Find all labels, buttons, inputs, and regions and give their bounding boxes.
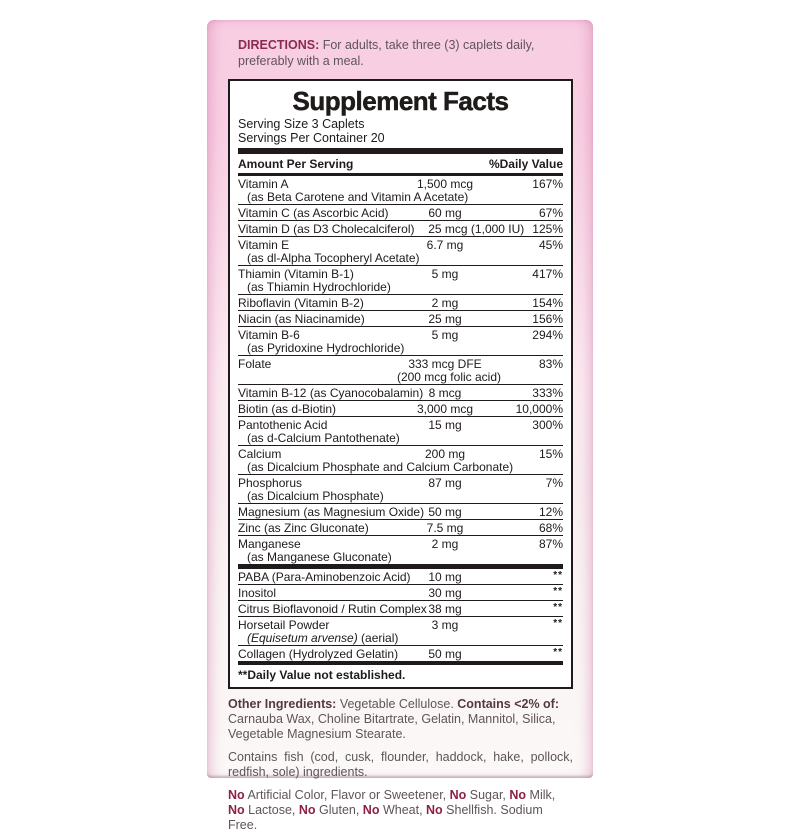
paragraph-text: Lactose, [244,803,299,817]
paragraph-text: Vegetable Cellulose. [336,697,458,711]
nutrient-dv: ** [553,585,563,597]
table-row [238,221,563,237]
facts-section [238,176,563,564]
nutrient-dv: 156% [532,312,563,326]
serving-size: Serving Size 3 Caplets [238,117,365,131]
nutrient-dv: 87% [538,537,563,551]
paragraph-bold-text: No [449,788,467,802]
nutrient-dv: 167% [532,177,563,191]
nutrient-name: Vitamin B-6 [238,328,300,342]
table-row [238,617,563,646]
nutrient-name: Vitamin A [238,177,289,191]
nutrient-sub: (as Manganese Gluconate) [247,550,392,564]
nutrient-name: Riboflavin (Vitamin B-2) [238,296,364,310]
nutrient-amount: 5 mg [431,328,459,342]
table-row [238,266,563,295]
nutrient-dv: ** [553,569,563,581]
supplement-facts-title: Supplement Facts [292,86,509,116]
table-row [238,536,563,564]
nutrient-name: PABA (Para-Aminobenzoic Acid) [238,569,411,584]
paragraph-text: Wheat, [379,803,427,817]
nutrient-dv: 12% [538,505,563,519]
daily-value-label: %Daily Value [488,157,563,171]
paragraph-text: Contains fish (cod, cusk, flounder, haddock, hake, pollock, redfish, sole) ingredients. [228,750,573,779]
nutrient-name: Manganese [238,537,301,551]
nutrient-amount: 7.5 mg [426,521,464,535]
table-row [238,475,563,504]
supplement-facts-panel [228,79,573,689]
table-row [238,504,563,520]
nutrient-name: Calcium [238,447,282,461]
paragraph-bold-text: No [228,803,245,817]
paragraph-fish-allergen [228,750,573,780]
nutrient-sub: (as Pyridoxine Hydrochloride) [247,341,405,355]
table-row [238,520,563,536]
nutrient-dv: 10,000% [515,402,563,416]
nutrient-amount: 25 mg [428,312,462,326]
paragraph-bold-text: Other Ingredients: [228,697,337,711]
nutrient-sub: (as d-Calcium Pantothenate) [247,431,400,445]
nutrient-name: Magnesium (as Magnesium Oxide) [238,505,425,519]
servings-per-container: Servings Per Container 20 [238,130,385,145]
table-row [238,385,563,401]
table-row [238,601,563,617]
nutrient-sub: (as Dicalcium Phosphate and Calcium Carbonate) [247,460,514,474]
nutrient-name: Vitamin E [238,238,290,252]
nutrient-amount: 3 mg [431,617,459,632]
nutrient-name: Inositol [238,585,277,600]
nutrient-amount: 38 mg [428,601,462,616]
paragraph-bold-text: Contains <2% of: [457,697,560,711]
nutrient-name: Phosphorus [238,476,303,490]
paragraph-bold-text: No [509,788,527,802]
table-row [238,417,563,446]
nutrient-name: Collagen (Hydrolyzed Gelatin) [238,646,399,661]
directions-body: For adults, take three (3) caplets daily, preferably with a meal. [238,38,535,68]
nutrient-amount: 6.7 mg [426,238,464,252]
table-row [238,446,563,475]
nutrient-amount: 1,500 mcg [416,177,474,191]
nutrient-name: Vitamin D (as D3 Cholecalciferol) [238,222,415,236]
table-row [238,327,563,356]
nutrient-dv: 83% [538,357,563,371]
nutrient-dv: 15% [538,447,563,461]
paragraph-text: Gluten, [315,803,363,817]
table-row [238,176,563,205]
nutrient-name: Biotin (as d-Biotin) [238,402,337,416]
table-row [238,237,563,266]
daily-value-footnote: **Daily Value not established. [238,668,406,682]
facts-section [238,569,563,661]
nutrient-sub: (as dl-Alpha Tocopheryl Acetate) [247,251,420,265]
nutrient-dv: 154% [532,296,563,310]
paragraph-text: Shellfish. Sodium Free. [228,803,543,832]
nutrient-name: Folate [238,357,272,371]
nutrient-amount: 333 mcg DFE [408,357,482,371]
nutrient-dv: ** [553,601,563,613]
nutrient-amount: 5 mg [431,267,459,281]
nutrient-dv: 68% [538,521,563,535]
nutrient-dv: 67% [538,206,563,220]
nutrient-amount: 50 mg [428,646,462,661]
nutrient-name: Zinc (as Zinc Gluconate) [238,521,369,535]
nutrient-name: Niacin (as Niacinamide) [238,312,365,326]
nutrient-sub: (as Beta Carotene and Vitamin A Acetate) [247,190,469,204]
directions-text [238,37,573,69]
product-label [207,20,593,832]
nutrient-dv: 294% [532,328,563,342]
table-row [238,569,563,585]
nutrient-amount: 60 mg [428,206,462,220]
nutrient-amount: 25 mcg (1,000 IU) [428,222,525,236]
nutrient-name: Pantothenic Acid [238,418,328,432]
table-row [238,401,563,417]
table-row [238,585,563,601]
paragraph-bold-text: No [362,803,380,817]
nutrient-dv: 417% [532,267,563,281]
nutrient-sub: (as Dicalcium Phosphate) [247,489,384,503]
nutrient-sub: (as Thiamin Hydrochloride) [247,280,391,294]
directions-heading: DIRECTIONS: [238,38,320,52]
label-paragraphs [228,697,573,833]
nutrient-amount: 2 mg [431,296,459,310]
nutrient-name: Vitamin C (as Ascorbic Acid) [238,206,389,220]
nutrient-amount: 10 mg [428,569,462,584]
nutrient-amount-sub: (200 mcg folic acid) [396,370,501,384]
nutrient-amount: 50 mg [428,505,462,519]
nutrient-name: Thiamin (Vitamin B-1) [238,267,354,281]
nutrient-name: Citrus Bioflavonoid / Rutin Complex [238,601,427,616]
paragraph-bold-text: No [298,803,316,817]
table-row [238,356,563,385]
facts-header [238,154,563,176]
nutrient-dv: ** [553,617,563,629]
nutrient-dv: 300% [532,418,563,432]
paragraph-text: Milk, [526,788,556,802]
nutrient-amount: 15 mg [428,418,462,432]
nutrient-amount: 200 mg [424,447,466,461]
nutrient-name: Vitamin B-12 (as Cyanocobalamin) [238,386,424,400]
facts-rows [238,176,563,661]
paragraph-bold-text: No [426,803,443,817]
paragraph-other-ingredients [228,697,573,742]
nutrient-dv: ** [553,646,563,658]
paragraph-text: Carnauba Wax, Choline Bitartrate, Gelatin, Mannitol, Silica, Vegetable Magnesium Stearate. [228,712,556,741]
nutrient-dv: 333% [532,386,563,400]
amount-per-serving-label: Amount Per Serving [238,157,354,171]
nutrient-amount: 87 mg [428,476,462,490]
paragraph-text: Artificial Color, Flavor or Sweetener, [244,788,450,802]
nutrient-dv: 125% [532,222,563,236]
nutrient-amount: 8 mcg [428,386,462,400]
nutrient-dv: 7% [545,476,563,490]
nutrient-amount: 2 mg [431,537,459,551]
nutrient-sub: (Equisetum arvense) (aerial) [247,630,399,645]
paragraph-text: Sugar, [466,788,510,802]
nutrient-amount: 30 mg [428,585,462,600]
table-row [238,311,563,327]
paragraph-bold-text: No [228,788,245,802]
table-row [238,295,563,311]
nutrient-amount: 3,000 mcg [416,402,474,416]
paragraph-no-claims [228,788,573,833]
nutrient-dv: 45% [538,238,563,252]
table-row [238,646,563,661]
table-row [238,205,563,221]
nutrient-name: Horsetail Powder [238,617,330,632]
